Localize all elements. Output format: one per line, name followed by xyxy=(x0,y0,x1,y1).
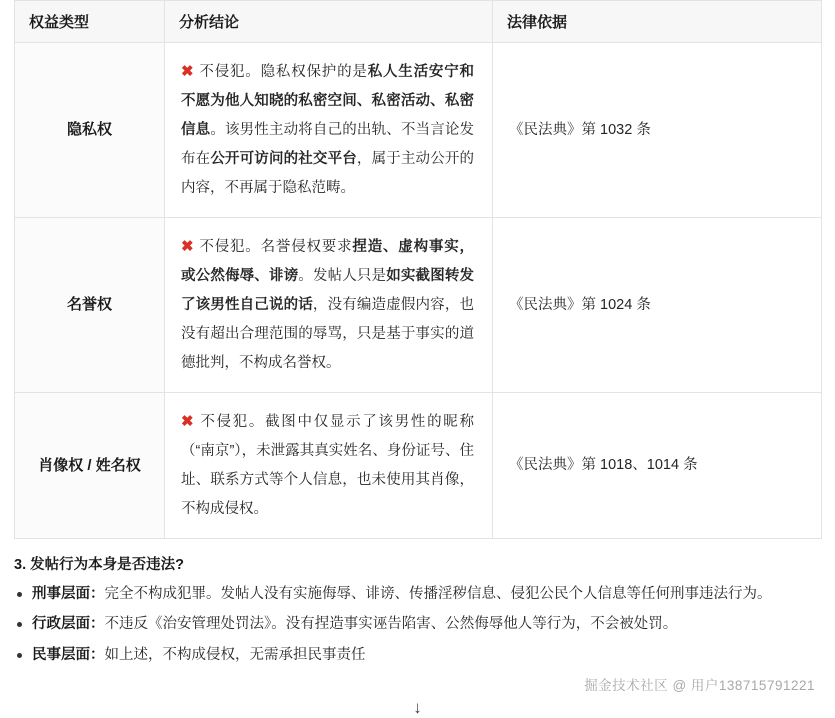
cell-rights-type: 隐私权 xyxy=(15,43,165,218)
scroll-down-icon[interactable]: ↓ xyxy=(413,698,422,717)
list-item-lead: 刑事层面： xyxy=(32,586,105,602)
table-row xyxy=(15,43,822,218)
cell-legal-basis: 《民法典》第 1032 条 xyxy=(493,43,822,218)
list-item-lead: 行政层面： xyxy=(32,616,105,633)
cross-icon: ✖ xyxy=(181,63,195,80)
conclusion-text: 不侵犯。名誉侵权要求捏造、虚构事实，或公然侮辱、诽谤。发帖人只是如实截图转发了该男性自己说的话，没有编造虚假内容，也没有超出合理范围的辱骂，只是基于事实的道德批判，不构成名誉权。 xyxy=(181,239,475,371)
watermark: 掘金技术社区 @ 用户138715791221 xyxy=(584,678,815,693)
list-item-text: 完全不构成犯罪。发帖人没有实施侮辱、诽谤、传播淫秽信息、侵犯公民个人信息等任何刑事违法行为。 xyxy=(104,586,772,602)
table-header xyxy=(15,1,822,43)
section-bullet-list xyxy=(14,580,821,669)
table-body xyxy=(15,43,822,539)
cross-icon: ✖ xyxy=(181,413,195,430)
cell-legal-basis: 《民法典》第 1024 条 xyxy=(493,218,822,393)
cell-conclusion xyxy=(165,393,493,539)
list-item xyxy=(14,610,821,638)
cell-rights-type: 肖像权 / 姓名权 xyxy=(15,393,165,539)
column-header-legal-basis: 法律依据 xyxy=(493,1,822,43)
list-item xyxy=(14,580,821,608)
column-header-rights-type: 权益类型 xyxy=(15,1,165,43)
conclusion-text: 不侵犯。隐私权保护的是私人生活安宁和不愿为他人知晓的私密空间、私密活动、私密信息。该男性主动将自己的出轨、不当言论发布在公开可访问的社交平台，属于主动公开的内容，不再属于隐私范畴。 xyxy=(181,64,475,196)
conclusion-text: 不侵犯。截图中仅显示了该男性的昵称（“南京”），未泄露其真实姓名、身份证号、住址、联系方式等个人信息，也未使用其肖像，不构成侵权。 xyxy=(181,414,475,517)
list-item-text: 如上述，不构成侵权，无需承担民事责任 xyxy=(104,646,366,663)
cell-legal-basis: 《民法典》第 1018、1014 条 xyxy=(493,393,822,539)
table-row xyxy=(15,393,822,539)
cross-icon: ✖ xyxy=(181,238,195,255)
list-item-text: 不违反《治安管理处罚法》。没有捏造事实诬告陷害、公然侮辱他人等行为，不会被处罚。 xyxy=(104,616,678,633)
cell-conclusion xyxy=(165,43,493,218)
list-item-lead: 民事层面： xyxy=(32,646,105,663)
table-header-row xyxy=(15,1,822,43)
table-row xyxy=(15,218,822,393)
cell-conclusion xyxy=(165,218,493,393)
cell-rights-type: 名誉权 xyxy=(15,218,165,393)
column-header-conclusion: 分析结论 xyxy=(165,1,493,43)
rights-analysis-table xyxy=(14,0,822,539)
section-title: 3. 发帖行为本身是否违法? xyxy=(14,557,184,573)
list-item xyxy=(14,641,821,669)
